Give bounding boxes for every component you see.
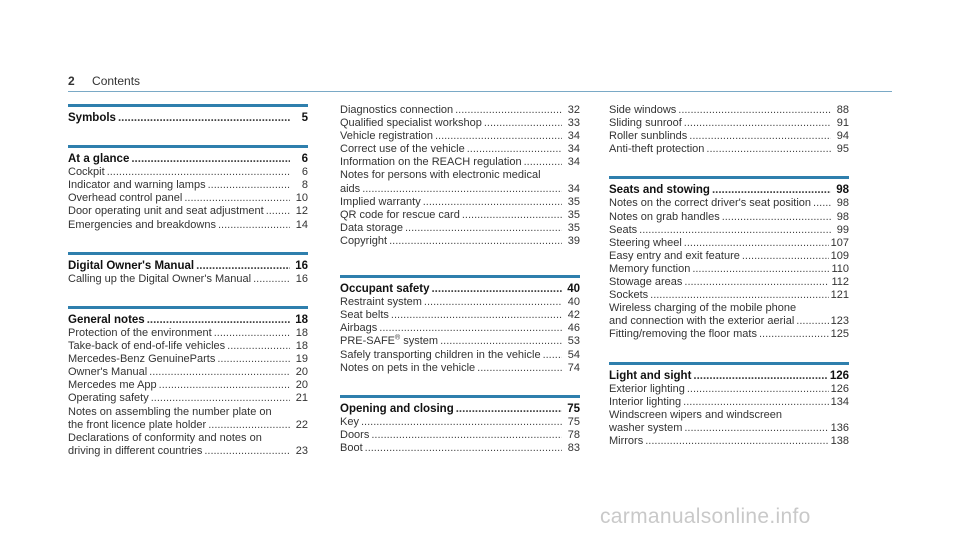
toc-entry[interactable]: Boot ..... 83 xyxy=(340,442,580,455)
toc-entry[interactable]: Seats ..... 99 xyxy=(609,224,849,237)
toc-entry-line[interactable]: Windscreen wipers and windscreen xyxy=(609,408,783,421)
section-digital-manual xyxy=(68,252,308,286)
toc-entry[interactable]: the front licence plate holder ..... 22 xyxy=(68,419,308,432)
toc-entry[interactable]: Copyright ..... 39 xyxy=(340,235,580,248)
section-title-symbols[interactable]: Symbols ..... 5 xyxy=(68,112,308,125)
section-at-a-glance xyxy=(68,145,308,232)
toc-entry[interactable]: Emergencies and breakdowns ..... 14 xyxy=(68,219,308,232)
section-light-sight xyxy=(609,362,849,449)
toc-entry[interactable]: Protection of the environment ..... 18 xyxy=(68,327,308,340)
toc-entry[interactable]: Steering wheel ..... 107 xyxy=(609,237,849,250)
toc-entry[interactable]: Information on the REACH regulation ..... 34 xyxy=(340,156,580,169)
toc-entry-line[interactable]: Notes on assembling the number plate on xyxy=(68,405,272,418)
toc-entry[interactable]: driving in different countries ..... 23 xyxy=(68,445,308,458)
section-rule xyxy=(340,395,580,398)
toc-entry[interactable]: Notes on grab handles ..... 98 xyxy=(609,211,849,224)
toc-entry[interactable]: Correct use of the vehicle ..... 34 xyxy=(340,143,580,156)
section-opening-closing xyxy=(340,395,580,455)
toc-entry[interactable]: Seat belts ..... 42 xyxy=(340,309,580,322)
section-rule xyxy=(68,145,308,148)
toc-entry[interactable]: Vehicle registration ..... 34 xyxy=(340,130,580,143)
section-symbols xyxy=(68,104,308,125)
toc-entry[interactable]: Operating safety ..... 21 xyxy=(68,392,308,405)
toc-entry[interactable]: Take-back of end-of-life vehicles ..... 18 xyxy=(68,340,308,353)
toc-entry[interactable]: and connection with the exterior aerial ..... 123 xyxy=(609,315,849,328)
toc-entry[interactable]: Owner's Manual ..... 20 xyxy=(68,366,308,379)
toc-entry[interactable]: Memory function ..... 110 xyxy=(609,263,849,276)
toc-entry-line[interactable]: Declarations of conformity and notes on xyxy=(68,431,262,444)
toc-entry[interactable]: Implied warranty ..... 35 xyxy=(340,196,580,209)
toc-entry[interactable]: Exterior lighting ..... 126 xyxy=(609,383,849,396)
section-rule xyxy=(68,306,308,309)
toc-entry[interactable]: aids ..... 34 xyxy=(340,183,580,196)
section-rule xyxy=(340,275,580,278)
toc-entry[interactable]: Doors ..... 78 xyxy=(340,429,580,442)
toc-entry-line[interactable]: Wireless charging of the mobile phone xyxy=(609,302,797,315)
section-rule xyxy=(68,252,308,255)
toc-entry[interactable]: QR code for rescue card ..... 35 xyxy=(340,209,580,222)
page-number: 2 xyxy=(68,74,75,88)
toc-column-1 xyxy=(68,104,308,478)
toc-entry[interactable]: Roller sunblinds ..... 94 xyxy=(609,130,849,143)
toc-entry[interactable]: Restraint system ..... 40 xyxy=(340,296,580,309)
toc-entry[interactable]: Indicator and warning lamps ..... 8 xyxy=(68,179,308,192)
section-title-opening-closing[interactable]: Opening and closing ..... 75 xyxy=(340,403,580,416)
toc-entry[interactable]: Anti-theft protection ..... 95 xyxy=(609,143,849,156)
section-rule xyxy=(609,176,849,179)
section-title-occupant-safety[interactable]: Occupant safety ..... 40 xyxy=(340,283,580,296)
page-header xyxy=(68,74,140,88)
section-seats-stowing xyxy=(609,176,849,341)
toc-entry[interactable]: Stowage areas ..... 112 xyxy=(609,276,849,289)
toc-entry[interactable]: Notes on pets in the vehicle ..... 74 xyxy=(340,362,580,375)
toc-entry[interactable]: Side windows ..... 88 xyxy=(609,104,849,117)
section-general-notes-cont xyxy=(340,104,580,248)
section-title-seats-stowing[interactable]: Seats and stowing ..... 98 xyxy=(609,184,849,197)
toc-entry[interactable]: Data storage ..... 35 xyxy=(340,222,580,235)
toc-entry[interactable]: Qualified specialist workshop ..... 33 xyxy=(340,117,580,130)
toc-entry[interactable]: Easy entry and exit feature ..... 109 xyxy=(609,250,849,263)
toc-entry[interactable]: Safely transporting children in the vehicle ..... 54 xyxy=(340,349,580,362)
toc-entry[interactable]: Mercedes-Benz GenuineParts ..... 19 xyxy=(68,353,308,366)
toc-column-2 xyxy=(340,104,580,475)
toc-entry[interactable]: washer system ..... 136 xyxy=(609,422,849,435)
toc-entry[interactable]: Door operating unit and seat adjustment ..... 12 xyxy=(68,205,308,218)
toc-entry[interactable]: Airbags ..... 46 xyxy=(340,322,580,335)
toc-entry[interactable]: Sockets ..... 121 xyxy=(609,289,849,302)
toc-entry-presafe[interactable]: PRE-SAFE® system ..... 53 xyxy=(340,335,580,348)
header-title: Contents xyxy=(92,74,141,88)
toc-entry[interactable]: Mercedes me App ..... 20 xyxy=(68,379,308,392)
toc-column-3 xyxy=(609,104,849,468)
header-rule xyxy=(68,91,892,92)
toc-entry-line[interactable]: Notes for persons with electronic medical xyxy=(340,169,541,182)
toc-entry[interactable]: Calling up the Digital Owner's Manual ..... 16 xyxy=(68,273,308,286)
toc-entry[interactable]: Sliding sunroof ..... 91 xyxy=(609,117,849,130)
toc-entry[interactable]: Fitting/removing the floor mats ..... 125 xyxy=(609,328,849,341)
toc-entry[interactable]: Overhead control panel ..... 10 xyxy=(68,192,308,205)
section-title-general-notes[interactable]: General notes ..... 18 xyxy=(68,314,308,327)
section-rule xyxy=(609,362,849,365)
section-title-digital-manual[interactable]: Digital Owner's Manual ..... 16 xyxy=(68,260,308,273)
section-general-notes xyxy=(68,306,308,458)
toc-entry[interactable]: Diagnostics connection ..... 32 xyxy=(340,104,580,117)
section-opening-closing-cont xyxy=(609,104,849,156)
section-title-light-sight[interactable]: Light and sight ..... 126 xyxy=(609,370,849,383)
section-title-at-a-glance[interactable]: At a glance ..... 6 xyxy=(68,153,308,166)
section-rule xyxy=(68,104,308,107)
toc-entry[interactable]: Interior lighting ..... 134 xyxy=(609,396,849,409)
watermark: carmanualsonline.info xyxy=(600,505,811,528)
toc-entry[interactable]: Notes on the correct driver's seat position ..... 98 xyxy=(609,197,849,210)
toc-entry[interactable]: Key ..... 75 xyxy=(340,416,580,429)
toc-entry[interactable]: Mirrors ..... 138 xyxy=(609,435,849,448)
section-occupant-safety xyxy=(340,275,580,375)
toc-entry[interactable]: Cockpit ..... 6 xyxy=(68,166,308,179)
